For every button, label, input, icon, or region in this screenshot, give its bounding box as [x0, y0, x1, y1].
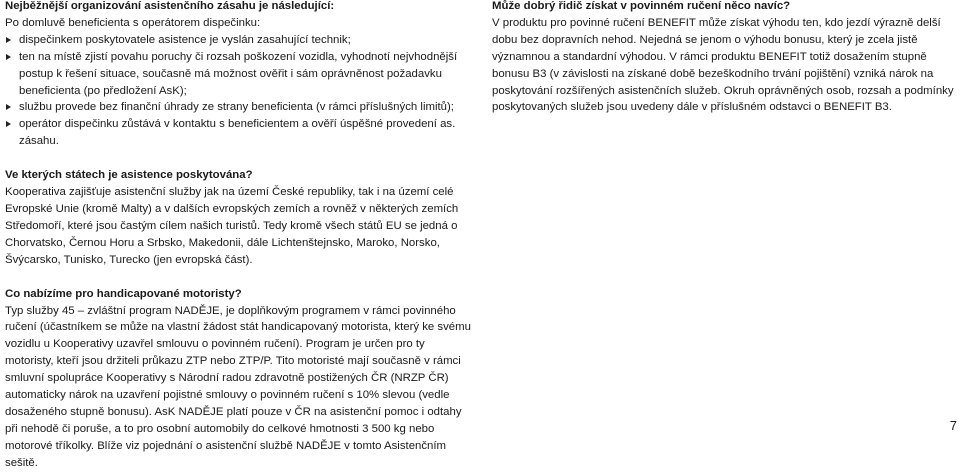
- list-item: [5, 49, 475, 100]
- list-item-text: službu provede bez finanční úhrady ze strany beneficienta (v rámci příslušných limitů);: [19, 101, 454, 114]
- procedure-list: [5, 32, 475, 150]
- handicapped-section: [5, 286, 475, 472]
- intro-section: [5, 0, 475, 150]
- states-section: [5, 167, 475, 268]
- list-item: [5, 32, 475, 49]
- benefit-section: [492, 0, 954, 116]
- states-body: Kooperativa zajišťuje asistenční služby jak na území České republiky, tak i na území celé Evropské Unie (kromě Malty) a v dalších evropských zemích a rovněž v některých zemích Středomoří, které jsou častým cílem našich turistů. Tedy kromě všech států EU se jedná o Chorvatsko, Černou Horu a Srbsko, Makedonii, dále Lichtenštejnsko, Maroko, Norsko, Švýcarsko, Tunisko, Turecko (jen evropská část).: [5, 186, 459, 266]
- bullet-arrow-icon: [6, 104, 11, 110]
- intro-lead: Po domluvě beneficienta s operátorem dispečinku:: [5, 16, 261, 29]
- list-item: [5, 116, 475, 150]
- left-column: [5, 0, 475, 472]
- handicapped-body: Typ služby 45 – zvláštní program NADĚJE, je doplňkovým programem v rámci povinného ručení (účastníkem se může na vlastní žádost stát handicapovaný motorista, který ke svému vozidlu u Kooperativy uzavřel smlouvu o povinném ručení). Program je určen pro ty motoristy, kteří jsou držiteli průkazu ZTP nebo ZTP/P. Tito motoristé mají současně v rámci smluvní spolupráce Kooperativy s Národní radou zdravotně postižených ČR (NRZP ČR) automaticky nárok na uzavření pojistné smlouvy o povinném ručení s 10% slevou (vedle dosaženého stupně bonusu). AsK NADĚJE platí pouze v ČR na asistenční pomoc i odtahy při nehodě či poruše, a to pro osobní automobily do celkové hmotnosti 3 500 kg nebo motorové tříkolky. Blíže viz pojednání o asistenční službě NADĚJE v tomto Asistenčním sešitě.: [5, 304, 471, 469]
- page-number: 7: [949, 418, 957, 434]
- benefit-body: V produktu pro povinné ručení BENEFIT může získat výhodu ten, kdo jezdí výrazně delší dobu bez dopravních nehod. Nejedná se jenom o výhodu bonusu, který je zcela jistě významnou a standardní výhodou. V rámci produktu BENEFIT totiž dosažením stupně bonusu B3 (v závislosti na získané době bezeškodního trvání pojištění) vzniká nárok na poskytování rozšířených asistenčních služeb. Okruh oprávněných osob, rozsah a podmínky poskytovaných služeb jsou uvedeny dále v příslušném odstavci o BENEFIT B3.: [492, 16, 954, 114]
- right-column: [492, 0, 954, 116]
- bullet-arrow-icon: [6, 54, 11, 60]
- list-item-text: operátor dispečinku zůstává v kontaktu s beneficientem a ověří úspěšné provedení as. zásahu.: [19, 118, 456, 148]
- list-item-text: dispečinkem poskytovatele asistence je vyslán zasahující technik;: [19, 33, 351, 46]
- bullet-arrow-icon: [6, 121, 11, 127]
- handicapped-heading: Co nabízíme pro handicapované motoristy?: [5, 287, 242, 300]
- states-heading: Ve kterých státech je asistence poskytována?: [5, 169, 253, 182]
- list-item: [5, 99, 475, 116]
- bullet-arrow-icon: [6, 37, 11, 43]
- list-item-text: ten na místě zjistí povahu poruchy či rozsah poškození vozidla, vyhodnotí nejvhodnější postup k řešení situace, současně má možnost ověřit i sám oprávněnost požadavku beneficienta (po předložení AsK);: [19, 50, 458, 97]
- intro-heading: Nejběžnější organizování asistenčního zásahu je následující:: [5, 0, 335, 12]
- benefit-heading: Může dobrý řidič získat v povinném ručení něco navíc?: [492, 0, 791, 12]
